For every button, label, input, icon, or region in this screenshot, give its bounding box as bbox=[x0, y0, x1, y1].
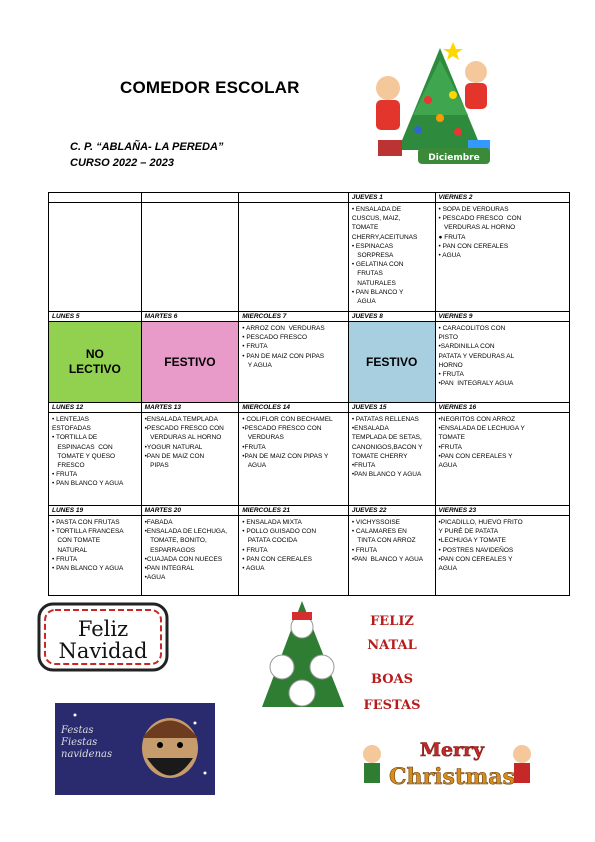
holiday-label: FESTIVO bbox=[349, 322, 435, 402]
feliz-natal-line2: NATAL bbox=[367, 638, 417, 653]
feliz-navidad-sign bbox=[35, 600, 171, 674]
calendar-day-cell bbox=[141, 506, 239, 595]
menu-item: • POSTRES NAVIDEÑOS bbox=[438, 546, 514, 554]
menu-item: • CALAMARES EN bbox=[351, 528, 407, 536]
day-header: LUNES 19 bbox=[49, 506, 141, 516]
menu-item: • PAN BLANCO Y AGUA bbox=[52, 480, 124, 488]
menu-item: • PAN CON CEREALES bbox=[242, 555, 312, 563]
calendar-week bbox=[49, 402, 569, 505]
christmas-text: Christmas bbox=[389, 764, 515, 790]
day-header: MARTES 6 bbox=[142, 312, 239, 322]
menu-item: •PAN DE MAIZ CON PIPAS Y bbox=[242, 452, 329, 460]
menu-item: •AGUA bbox=[144, 574, 166, 582]
menu-item: CON TOMATE bbox=[52, 537, 101, 545]
menu-item: •ENSALADA bbox=[351, 425, 389, 433]
day-menu bbox=[49, 203, 141, 311]
day-menu bbox=[239, 322, 348, 402]
menu-item: • PAN CON CEREALES bbox=[438, 242, 509, 250]
snowmen-illustration bbox=[252, 597, 432, 722]
day-menu bbox=[142, 413, 239, 505]
menu-item: SORPRESA bbox=[351, 252, 394, 260]
holiday-label: FESTIVO bbox=[142, 322, 239, 402]
merry-text: Merry bbox=[419, 739, 485, 761]
menu-item: PATATA COCIDA bbox=[242, 537, 298, 545]
calendar-day-cell bbox=[435, 506, 569, 595]
christmas-tree-illustration bbox=[358, 40, 498, 170]
menu-item: • PESCADO FRESCO bbox=[242, 334, 308, 342]
menu-item: • PAN BLANCO Y bbox=[351, 288, 404, 296]
day-menu bbox=[349, 516, 435, 595]
menu-item: NATURAL bbox=[52, 546, 88, 554]
calendar-day-cell bbox=[435, 312, 569, 402]
menu-item: PISTO bbox=[438, 334, 458, 342]
calendar-day-cell bbox=[348, 193, 435, 311]
menu-item: • PESCADO FRESCO CON bbox=[438, 215, 522, 223]
feliz-natal-line4: FESTAS bbox=[363, 698, 421, 713]
menu-item: •PAN DE MAIZ CON bbox=[144, 452, 205, 460]
menu-item: • AGUA bbox=[438, 252, 461, 260]
calendar-day-cell bbox=[49, 193, 141, 311]
calendar-week bbox=[49, 311, 569, 402]
day-menu bbox=[239, 516, 348, 595]
menu-item: •PICADILLO, HUEVO FRITO bbox=[438, 519, 523, 526]
calendar-day-cell bbox=[238, 312, 348, 402]
menu-item: ESPINACAS CON bbox=[52, 443, 113, 451]
menu-item: Y AGUA bbox=[242, 361, 272, 369]
day-menu bbox=[349, 203, 435, 311]
menu-item: TOMATE Y QUESO bbox=[52, 452, 116, 460]
calendar-day-cell bbox=[238, 403, 348, 505]
menu-item: • PASTA CON FRUTAS bbox=[52, 519, 120, 526]
menu-item: • PAN DE MAIZ CON PIPAS bbox=[242, 352, 325, 360]
menu-item: •PAN CON CEREALES Y bbox=[438, 452, 513, 460]
menu-item: ESPARRAGOS bbox=[144, 546, 196, 554]
menu-item: VERDURAS bbox=[242, 434, 284, 442]
course-year: CURSO 2022 – 2023 bbox=[70, 157, 174, 169]
festas-text-3: navidenas bbox=[61, 749, 113, 760]
menu-item: •FRUTA bbox=[438, 443, 462, 451]
day-header: VIERNES 2 bbox=[436, 193, 569, 203]
menu-item: •ENSALADA DE LECHUGA, bbox=[144, 528, 228, 536]
menu-item: • VICHYSSOISE bbox=[351, 519, 400, 526]
menu-item: •FRUTA bbox=[242, 443, 266, 451]
holiday-label: NO LECTIVO bbox=[49, 322, 141, 402]
day-menu bbox=[436, 516, 569, 595]
day-menu bbox=[49, 413, 141, 505]
menu-item: • POLLO GUISADO CON bbox=[242, 528, 317, 536]
day-header: JUEVES 22 bbox=[349, 506, 435, 516]
menu-item: NATURALES bbox=[351, 279, 396, 287]
menu-item: • PAN BLANCO Y AGUA bbox=[52, 565, 124, 573]
menu-item: •PESCADO FRESCO CON bbox=[144, 425, 224, 433]
festas-illustration bbox=[55, 703, 215, 795]
menu-calendar bbox=[48, 192, 570, 596]
menu-item: • FRUTA bbox=[438, 371, 464, 379]
day-header bbox=[49, 193, 141, 203]
menu-item: • AGUA bbox=[242, 565, 265, 573]
menu-item: • COLIFLOR CON BECHAMEL bbox=[242, 416, 333, 423]
page-title: COMEDOR ESCOLAR bbox=[120, 78, 300, 97]
calendar-day-cell bbox=[435, 193, 569, 311]
day-menu bbox=[239, 413, 348, 505]
calendar-day-cell bbox=[49, 506, 141, 595]
school-name: C. P. “ABLAÑA- LA PEREDA” bbox=[70, 141, 224, 153]
menu-item: TEMPLADA DE SETAS, bbox=[351, 434, 422, 442]
menu-item: • SOPA DE VERDURAS bbox=[438, 206, 509, 213]
day-header: MIERCOLES 21 bbox=[239, 506, 348, 516]
day-header: JUEVES 8 bbox=[349, 312, 435, 322]
menu-item: •PAN INTEGRAL bbox=[144, 565, 195, 573]
menu-item: •PAN INTEGRALY AGUA bbox=[438, 380, 514, 388]
menu-item: •PESCADO FRESCO CON bbox=[242, 425, 322, 433]
day-header: MARTES 20 bbox=[142, 506, 239, 516]
menu-item: FRUTAS bbox=[351, 270, 383, 278]
day-header: LUNES 5 bbox=[49, 312, 141, 322]
calendar-day-cell bbox=[238, 193, 348, 311]
merry-christmas-sign bbox=[352, 724, 542, 796]
menu-item: VERDURAS AL HORNO bbox=[144, 434, 222, 442]
menu-item: PIPAS bbox=[144, 462, 169, 470]
calendar-week bbox=[49, 505, 569, 595]
feliz-natal-line1: FELIZ bbox=[370, 614, 414, 629]
menu-item: TOMATE bbox=[351, 224, 379, 232]
menu-item: • TORTILLA DE bbox=[52, 434, 98, 442]
day-header: MIERCOLES 7 bbox=[239, 312, 348, 322]
menu-item: ● FRUTA bbox=[438, 233, 466, 241]
day-header: JUEVES 1 bbox=[349, 193, 435, 203]
calendar-day-cell bbox=[348, 506, 435, 595]
menu-item: PATATA Y VERDURAS AL bbox=[438, 352, 515, 360]
festas-text-2: Fiestas bbox=[61, 737, 98, 748]
day-menu bbox=[142, 516, 239, 595]
menu-item: •PAN CON CEREALES Y bbox=[438, 555, 513, 563]
menu-item: AGUA bbox=[351, 298, 376, 306]
menu-item: •PAN BLANCO Y AGUA bbox=[351, 471, 422, 479]
menu-item: • FRUTA bbox=[242, 546, 268, 554]
day-header: VIERNES 16 bbox=[436, 403, 569, 413]
menu-item: Y PURÉ DE PATATA bbox=[438, 528, 499, 536]
day-menu bbox=[142, 203, 239, 311]
menu-item: •YOGUR NATURAL bbox=[144, 443, 203, 451]
day-menu bbox=[436, 322, 569, 402]
day-menu bbox=[436, 413, 569, 505]
menu-item: • ESPINACAS bbox=[351, 242, 394, 250]
menu-item: •LECHUGA Y TOMATE bbox=[438, 537, 506, 545]
day-header: MIERCOLES 14 bbox=[239, 403, 348, 413]
menu-item: CANONIGOS,BACON Y bbox=[351, 443, 423, 451]
navidad-text: Navidad bbox=[58, 639, 148, 663]
menu-item: AGUA bbox=[438, 462, 457, 470]
calendar-day-cell bbox=[348, 312, 435, 402]
menu-item: AGUA bbox=[242, 462, 267, 470]
day-menu bbox=[239, 203, 348, 311]
day-menu bbox=[436, 203, 569, 311]
menu-item: • LENTEJAS bbox=[52, 416, 89, 423]
menu-item: •ENSALADA TEMPLADA bbox=[144, 416, 218, 423]
menu-item: • ENSALADA DE bbox=[351, 206, 402, 213]
calendar-week bbox=[49, 193, 569, 311]
menu-item: •FABADA bbox=[144, 519, 173, 526]
menu-item: VERDURAS AL HORNO bbox=[438, 224, 516, 232]
feliz-text: Feliz bbox=[77, 617, 129, 641]
calendar-day-cell bbox=[238, 506, 348, 595]
menu-item: •PAN BLANCO Y AGUA bbox=[351, 555, 424, 563]
menu-item: • FRUTA bbox=[52, 555, 78, 563]
menu-item: • FRUTA bbox=[351, 546, 378, 554]
menu-item: FRESCO bbox=[52, 462, 85, 470]
day-menu bbox=[349, 413, 435, 505]
menu-item: • FRUTA bbox=[242, 343, 268, 351]
day-header: LUNES 12 bbox=[49, 403, 141, 413]
menu-item: • GELATINA CON bbox=[351, 261, 404, 269]
calendar-day-cell bbox=[141, 312, 239, 402]
menu-item: • ENSALADA MIXTA bbox=[242, 519, 302, 526]
menu-item: TOMATE, BONITO, bbox=[144, 537, 207, 545]
day-header: VIERNES 23 bbox=[436, 506, 569, 516]
calendar-day-cell bbox=[348, 403, 435, 505]
menu-item: TOMATE CHERRY bbox=[351, 452, 408, 460]
menu-item: HORNO bbox=[438, 361, 463, 369]
calendar-day-cell bbox=[141, 193, 239, 311]
day-header bbox=[142, 193, 239, 203]
menu-item: • PATATAS RELLENAS bbox=[351, 416, 419, 423]
menu-item: AGUA bbox=[438, 565, 457, 573]
menu-item: •CUAJADA CON NUECES bbox=[144, 555, 223, 563]
calendar-day-cell bbox=[49, 403, 141, 505]
menu-item: •SARDINILLA CON bbox=[438, 343, 495, 351]
day-header: JUEVES 15 bbox=[349, 403, 435, 413]
calendar-day-cell bbox=[435, 403, 569, 505]
menu-item: CUSCUS, MAIZ, bbox=[351, 215, 401, 223]
calendar-day-cell bbox=[49, 312, 141, 402]
calendar-day-cell bbox=[141, 403, 239, 505]
menu-item: • TORTILLA FRANCESA bbox=[52, 528, 124, 536]
menu-item: TINTA CON ARROZ bbox=[351, 537, 416, 545]
festas-text-1: Festas bbox=[61, 725, 94, 736]
day-header: MARTES 13 bbox=[142, 403, 239, 413]
menu-item: TOMATE bbox=[438, 434, 465, 442]
day-header: VIERNES 9 bbox=[436, 312, 569, 322]
day-menu bbox=[49, 516, 141, 595]
menu-item: ESTOFADAS bbox=[52, 425, 91, 433]
menu-item: • FRUTA bbox=[52, 471, 78, 479]
menu-item: •FRUTA bbox=[351, 462, 376, 470]
menu-item: •ENSALADA DE LECHUGA Y bbox=[438, 425, 525, 433]
menu-item: • CARACOLITOS CON bbox=[438, 325, 506, 332]
menu-item: •NEGRITOS CON ARROZ bbox=[438, 416, 516, 423]
tree-banner-text: Diciembre bbox=[428, 153, 480, 163]
day-header bbox=[239, 193, 348, 203]
menu-item: CHERRY,ACEITUNAS bbox=[351, 233, 418, 241]
menu-item: • ARROZ CON VERDURAS bbox=[242, 325, 325, 332]
feliz-natal-line3: BOAS bbox=[370, 672, 414, 687]
